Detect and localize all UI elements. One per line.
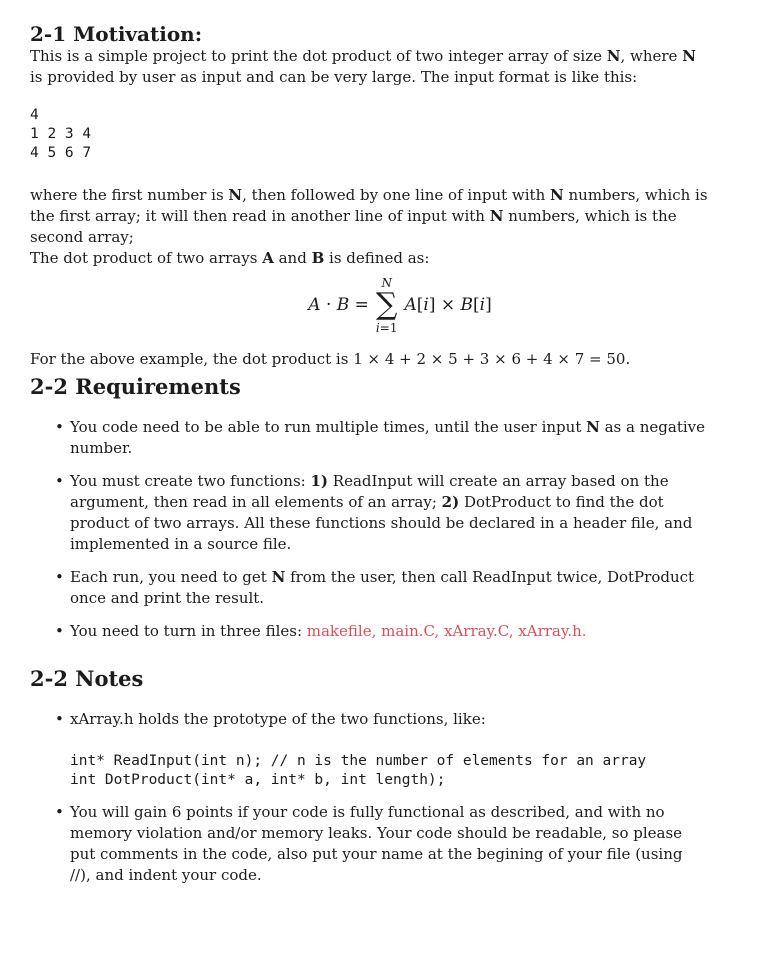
code-line: 4 (30, 107, 39, 123)
sigma-icon: ∑ (375, 287, 398, 322)
note-text: xArray.h holds the prototype of the two functions, like: (70, 710, 486, 728)
notes-heading: 2-2 Notes (30, 666, 144, 691)
list-item (30, 709, 770, 790)
formula-lhs: A · B = (308, 295, 369, 315)
sum-upper-limit: N (381, 276, 392, 290)
list-item: • Each run, you need to get N from the user, then call ReadInput twice, DotProduct once and print the result. (30, 567, 770, 609)
section-requirements (30, 374, 770, 642)
list-item: • You code need to be able to run multiple times, until the user input N as a negative number. (30, 417, 770, 459)
motivation-paragraph: This is a simple project to print the dot product of two integer array of size N, where N is provided by user as input and can be very large. The input format is like this: (30, 47, 696, 86)
motivation-heading: 2-1 Motivation: (30, 22, 203, 46)
prototype-code-block (70, 752, 770, 790)
section-notes (30, 666, 770, 886)
summation-expression (376, 277, 398, 334)
code-line: int* ReadInput(int n); // n is the number of elements for an array (70, 753, 647, 769)
input-example-code-block (30, 106, 770, 163)
code-line: int DotProduct(int* a, int* b, int length); (70, 772, 446, 788)
list-item: • You must create two functions: 1) ReadInput will create an array based on the argument, then read in all elements of an array; 2) DotProduct to find the dot product of two arrays. All these functions should be declared in a header file, and implemented in a source file. (30, 471, 770, 555)
code-line: 4 5 6 7 (30, 145, 92, 161)
list-item: • You need to turn in three files: makefile, main.C, xArray.C, xArray.h. (30, 621, 770, 642)
list-item: • You will gain 6 points if your code is fully functional as described, and with no memory violation and/or memory leaks. Your code should be readable, so please put comments in the code, also put your name at the begining of your file (using //), and indent your code. (30, 802, 770, 886)
section-motivation (30, 22, 770, 370)
notes-list (30, 709, 770, 886)
sum-lower-limit: i=1 (375, 321, 398, 335)
code-line: 1 2 3 4 (30, 126, 92, 142)
requirements-heading: 2-2 Requirements (30, 374, 241, 399)
requirements-list (30, 417, 770, 642)
dot-product-formula (30, 277, 770, 334)
formula-rhs: A[i] × B[i] (404, 295, 492, 315)
example-result-paragraph: For the above example, the dot product is 1 × 4 + 2 × 5 + 3 × 6 + 4 × 7 = 50. (30, 350, 631, 368)
input-format-paragraph: where the first number is N, then followed by one line of input with N numbers, which is the first array; it will then read in another line of input with N numbers, which is the second array; The dot product of two arrays A and B is defined as: (30, 186, 708, 267)
